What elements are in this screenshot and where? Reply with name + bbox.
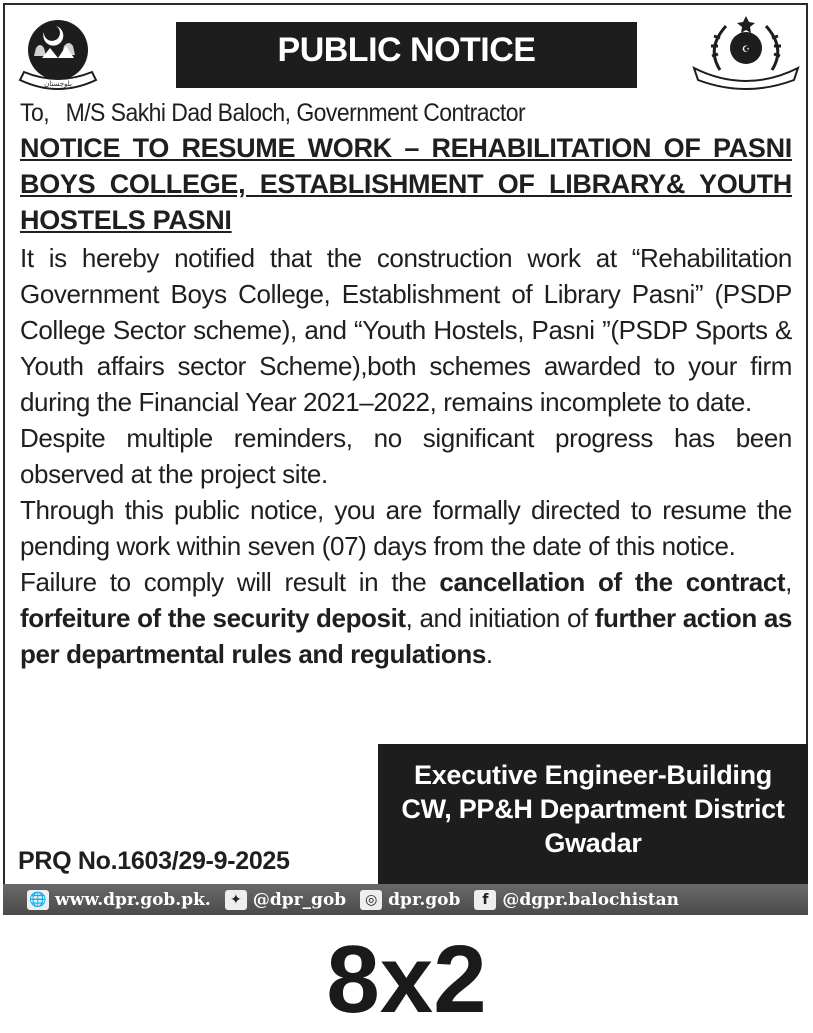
body-p4-text: . xyxy=(485,639,493,669)
signature-line-2: CW, PP&H Department District xyxy=(401,794,785,824)
addressee-line xyxy=(20,98,525,128)
facebook-icon: f xyxy=(474,890,496,910)
signature-line-3: Gwadar xyxy=(544,828,642,858)
ad-size-label: 8x2 xyxy=(326,926,487,1033)
page-title: PUBLIC NOTICE xyxy=(277,31,536,69)
body-p4-bold-action: further action as per departmental rules and regulations xyxy=(20,603,792,669)
footer-instagram[interactable] xyxy=(360,890,460,910)
body-p4-bold-deposit: forfeiture of the security deposit xyxy=(20,603,406,633)
dgpr-balochistan-emblem-icon xyxy=(690,10,802,90)
notice-body xyxy=(20,240,792,672)
footer-facebook-text: @dgpr.balochistan xyxy=(502,889,680,910)
body-p4-text: , and initiation of xyxy=(405,603,595,633)
signature-line-1: Executive Engineer-Building xyxy=(414,760,772,790)
to-label: To, xyxy=(20,99,50,127)
footer-twitter-text: @dpr_gob xyxy=(252,889,347,910)
notice-subject: NOTICE TO RESUME WORK – REHABILITATION OF PASNI BOYS COLLEGE, ESTABLISHMENT OF LIBRARY& YOUTH HOSTELS PASNI xyxy=(20,133,792,235)
twitter-icon: ✦ xyxy=(225,890,247,910)
signature-block xyxy=(378,744,808,884)
addressee-name: M/S Sakhi Dad Baloch, Government Contractor xyxy=(65,99,526,127)
footer-twitter[interactable] xyxy=(225,890,346,910)
footer-bar xyxy=(3,884,808,915)
prq-number: PRQ No.1603/29-9-2025 xyxy=(18,847,290,875)
body-p4-text: , xyxy=(785,567,792,597)
title-banner xyxy=(176,22,637,88)
body-paragraph-1: It is hereby notified that the construction work at “Rehabilitation Government Boys College, Establishment of Library Pasni” (PSDP College Sector scheme), and “Youth Hostels, Pasni ”(PSDP Sports & Youth affairs sector Scheme),both schemes awarded to your firm during the Financial Year 2021–2022, remains incomplete to date. xyxy=(20,243,792,417)
body-p4-bold-contract: cancellation of the contract xyxy=(439,567,786,597)
footer-website[interactable] xyxy=(27,890,211,910)
svg-text:☪: ☪ xyxy=(741,45,751,55)
body-paragraph-3: Through this public notice, you are formally directed to resume the pending work within seven (07) days from the date of this notice. xyxy=(20,495,792,561)
svg-text:بلوچستان: بلوچستان xyxy=(44,80,72,88)
globe-icon: 🌐 xyxy=(27,890,49,910)
instagram-icon: ◎ xyxy=(360,890,382,910)
body-p4-text: Failure to comply will result in the xyxy=(20,567,440,597)
body-paragraph-4 xyxy=(20,564,792,672)
footer-website-text: www.dpr.gob.pk. xyxy=(55,889,211,910)
balochistan-government-emblem-icon xyxy=(14,10,102,98)
footer-instagram-text: dpr.gob xyxy=(388,889,461,910)
footer-facebook[interactable] xyxy=(474,890,679,910)
body-paragraph-2: Despite multiple reminders, no significant progress has been observed at the project site. xyxy=(20,423,792,489)
